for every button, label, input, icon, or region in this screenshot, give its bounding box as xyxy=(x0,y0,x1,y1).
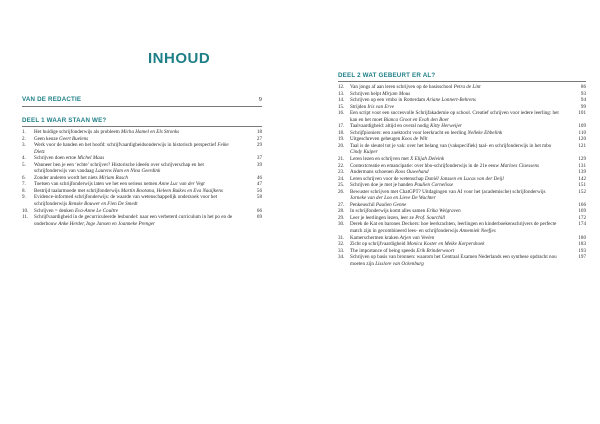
entry-page: 172 xyxy=(578,214,586,221)
entry-author: Annemiek Neefjes xyxy=(459,228,496,235)
entry-author: Renske Bouwer en Fien De Smedt xyxy=(68,201,138,208)
part1-heading: DEEL 1 WAAR STAAN WE? xyxy=(22,117,107,124)
entry-number: 1. xyxy=(22,129,26,135)
entry-author: Bianca Groot en Evah den Boer xyxy=(383,116,449,123)
entry-number: 31. xyxy=(338,234,345,241)
entry-author: Anke Herder, Inge Jansen en Joanneke Prenger xyxy=(58,220,155,227)
entry-author: Arjen van Veelen xyxy=(399,234,435,241)
entry-author: Jarneke van der Loo en Lieve De Wachter xyxy=(350,195,436,202)
entry-author: Prof. Sourchill xyxy=(415,214,446,221)
entry-number: 4. xyxy=(22,155,26,162)
entry-text: Uitgeschreven geheugen xyxy=(350,136,402,143)
entry-author: Monica Koster en Meike Korpershoek xyxy=(406,241,485,248)
entry-author: Iris van Erve xyxy=(367,103,394,110)
entry-author: Paulien Genne xyxy=(375,201,407,208)
entry-page: 109 xyxy=(578,123,586,130)
entry-number: 11. xyxy=(22,214,29,221)
entry-number: 17. xyxy=(338,123,345,130)
part2-heading: DEEL 2 WAT GEBEURT ER AL? xyxy=(338,72,436,79)
entry-page: 110 xyxy=(578,129,586,136)
entry-author: Martin Bootsma, Heleen Buikes en Eva Naaijkens xyxy=(120,187,223,194)
entry-page: 183 xyxy=(578,241,586,248)
toc-entry[interactable] xyxy=(338,143,586,156)
entry-author: Geert Buelens xyxy=(59,135,89,142)
entry-text: Het huidige schrijfonderwijs als probleem xyxy=(34,129,121,135)
entry-text: Bestrijd taalarmoede met schrijfonderwijs xyxy=(34,187,121,194)
entry-text: Schrijven doen ertoe xyxy=(34,155,78,162)
entry-number: 26. xyxy=(338,188,345,195)
entry-text: Wanneer ben je een ‘echte’ schrijver? Historische ideeën over schrijverschap en het schrijfonderwijs van vandaag xyxy=(34,161,204,175)
entry-text: Geen keuze xyxy=(34,135,60,142)
entry-page: 66 xyxy=(256,207,262,214)
toc-entry[interactable] xyxy=(22,162,262,175)
entry-number: 10. xyxy=(22,207,29,214)
entry-text: Werk voor de handen en het hoofd: schrijfvaardigheidsonderwijs in historisch perspectief xyxy=(34,142,218,149)
entry-page: 151 xyxy=(578,182,586,189)
entry-title xyxy=(350,221,572,234)
entry-text: Evidence-informed schrijfonderwijs: de waarde van wetenschappelijk onderzoek voor het schrijfonderwijs xyxy=(34,194,218,208)
entry-author: Kitty Herweijer xyxy=(430,123,462,130)
entry-page: 29 xyxy=(256,142,262,149)
entry-number: 18. xyxy=(338,129,345,136)
entry-number: 2. xyxy=(22,135,26,142)
toc-entry[interactable] xyxy=(22,142,262,155)
entry-page: 39 xyxy=(256,161,262,168)
entry-title xyxy=(34,162,248,175)
entry-author: Nelleke Ebbelink xyxy=(467,129,503,136)
divider xyxy=(338,81,586,82)
entry-author: Feike Dietz xyxy=(34,142,229,155)
entry-text: Taalvaardigheid: altijd en overal nodig xyxy=(350,123,431,130)
entry-author: Micha Hamel en Els Stronks xyxy=(121,129,180,135)
entry-title xyxy=(34,194,248,207)
entry-page: 18 xyxy=(256,129,262,135)
entry-page: 101 xyxy=(578,110,586,117)
entry-text: Contextcreatie en emancipatie: over hbo-schrijfonderwijs in de 21e eeuw xyxy=(350,162,501,169)
entry-author: Erika Welgraven xyxy=(426,208,461,215)
entry-text: Leer je leerlingen lezen, leer ze xyxy=(350,214,416,221)
entry-number: 29. xyxy=(338,214,345,221)
entry-text: Taal is de sleutel tot je vak: over het belang van (vakspecifiek) taal- en schrijfonderwijs in het mbo xyxy=(350,142,552,149)
entry-author: Eva-Anne Le Coultre xyxy=(74,207,119,214)
entry-page: 46 xyxy=(256,174,262,181)
entry-number: 24. xyxy=(338,175,345,182)
entry-number: 30. xyxy=(338,221,345,228)
entry-author: Cindy Kuiper xyxy=(350,149,378,156)
entry-number: 34. xyxy=(338,254,345,261)
entry-text: Van jongs af aan leren schrijven op de basisschool xyxy=(350,84,454,90)
entry-author: Roos Ouwehand xyxy=(394,169,429,176)
toc-part2 xyxy=(338,84,586,267)
entry-text: Kamerschermen kraken xyxy=(350,234,400,241)
right-page xyxy=(300,0,600,424)
entry-text: Leren lezen en schrijven met xyxy=(350,156,411,163)
entry-author: X Elijah Deleink xyxy=(410,156,445,163)
entry-number: 32. xyxy=(338,241,345,248)
entry-author: Miriam Rasch xyxy=(98,174,128,181)
entry-number: 33. xyxy=(338,247,345,254)
entry-number: 22. xyxy=(338,162,345,169)
entry-text: Schrijven helpt xyxy=(350,90,383,97)
entry-author: Ariane Lonnert-Behrens xyxy=(426,97,476,104)
entry-page: 180 xyxy=(578,234,586,241)
entry-author: Michel Maas xyxy=(77,155,105,162)
editorial-heading xyxy=(22,96,262,103)
entry-page: 169 xyxy=(578,208,586,215)
entry-text: Een script voor een succesvolle Schrijfakademie op school. Creatief schrijven voor iedere leerling: het kan en het moet xyxy=(350,110,559,123)
toc-entry[interactable] xyxy=(338,110,586,123)
entry-page: 152 xyxy=(578,188,586,195)
divider xyxy=(22,126,262,127)
entry-author: Laurens Ham en Nina Geerdink xyxy=(95,168,161,175)
editorial-label: VAN DE REDACTIE xyxy=(22,96,82,103)
entry-page: 99 xyxy=(580,103,586,110)
entry-author: Paulien Cornelisse xyxy=(414,182,454,189)
entry-number: 21. xyxy=(338,156,345,163)
entry-text: Zicht op schrijfvaardigheid xyxy=(350,241,407,248)
entry-text: Schrijven = denken xyxy=(34,207,75,214)
entry-page: 193 xyxy=(578,247,586,254)
entry-text: Strijden xyxy=(350,103,368,110)
entry-page: 27 xyxy=(256,135,262,142)
entry-author: Mirjam Mous xyxy=(382,90,411,97)
entry-author: Erik Brinderwoort xyxy=(416,247,455,254)
entry-text: The importance of being speeds xyxy=(350,247,417,254)
toc-entry[interactable] xyxy=(338,221,586,234)
entry-number: 3. xyxy=(22,142,26,149)
entry-text: Penkeuschil xyxy=(350,201,376,208)
entry-page: 69 xyxy=(256,214,262,221)
entry-page: 56 xyxy=(256,187,262,194)
entry-page: 139 xyxy=(578,169,586,176)
entry-page: 197 xyxy=(578,254,586,261)
entry-text: In schrijfonderwijs komt alles samen xyxy=(350,208,427,215)
entry-number: 14. xyxy=(338,97,345,104)
entry-number: 6. xyxy=(22,174,26,181)
entry-page: 93 xyxy=(580,90,586,97)
entry-text: Zonder anderen wordt het niets xyxy=(34,174,99,181)
editorial-page: 9 xyxy=(258,96,262,103)
entry-number: 13. xyxy=(338,90,345,97)
entry-number: 27. xyxy=(338,201,345,208)
entry-number: 28. xyxy=(338,208,345,215)
entry-page: 131 xyxy=(578,162,586,169)
page-title: INHOUD xyxy=(148,50,211,67)
entry-page: 47 xyxy=(256,181,262,188)
entry-number: 15. xyxy=(338,103,345,110)
toc-entry[interactable] xyxy=(22,194,262,207)
entry-author: Lisslore van Ockenburg xyxy=(375,260,424,267)
entry-number: 12. xyxy=(338,84,345,90)
entry-number: 20. xyxy=(338,142,345,149)
entry-page: 129 xyxy=(578,156,586,163)
entry-text: Andermans schoenen xyxy=(350,169,395,176)
entry-title xyxy=(350,254,572,267)
entry-page: 58 xyxy=(256,194,262,201)
entry-author: Koos de Wilt xyxy=(401,136,428,143)
entry-page: 174 xyxy=(578,221,586,228)
entry-title xyxy=(34,142,248,155)
entry-author: Daniël Janssen en Lucas van der Deijl xyxy=(424,175,504,182)
entry-page: 166 xyxy=(578,201,586,208)
entry-number: 9. xyxy=(22,194,26,201)
entry-text: Leren schrijven voor de wetenschap xyxy=(350,175,425,182)
entry-text: Schrijven op een vmbo in Rotterdam xyxy=(350,97,427,104)
entry-title xyxy=(350,189,572,202)
entry-text: Schrijfvaardigheid in de gecurriculeerde lesbundel: naar een verbeterd curriculum in het po en de onderbouw xyxy=(34,214,233,227)
entry-title xyxy=(34,214,248,227)
entry-text: Schrijven doe je met je handen xyxy=(350,182,415,189)
entry-author: Petra de Lint xyxy=(453,84,481,90)
divider xyxy=(22,106,262,107)
toc-entry[interactable] xyxy=(338,254,586,267)
entry-number: 7. xyxy=(22,181,26,188)
toc-entry[interactable] xyxy=(22,214,262,227)
entry-text: Toetsen van schrijfonderwijs laten we het een serieus nemen xyxy=(34,181,159,188)
entry-number: 8. xyxy=(22,187,26,194)
entry-page: 94 xyxy=(580,97,586,104)
entry-number: 19. xyxy=(338,136,345,143)
entry-number: 25. xyxy=(338,182,345,189)
entry-page: 86 xyxy=(580,84,586,90)
entry-page: 37 xyxy=(256,155,262,162)
entry-page: 142 xyxy=(578,175,586,182)
toc-part1 xyxy=(22,129,262,227)
entry-text: Schrijfpioniers: een zoektocht voor leerkracht en leerling xyxy=(350,129,468,136)
entry-title xyxy=(350,143,572,156)
entry-page: 120 xyxy=(578,136,586,143)
entry-number: 16. xyxy=(338,110,345,117)
entry-text: Derek de Kat en barones Deckers: hoe leerkrachten, leerlingen en kinderboekenschrijvers de perfecte match zijn in gecombineerd lees- en schrijfonderwijs xyxy=(350,221,557,235)
toc-entry[interactable] xyxy=(338,189,586,202)
entry-page: 121 xyxy=(578,142,586,149)
entry-text: Bewuster schrijven met ChatGPT? Uitdagingen van AI voor het (academische) schrijfonderwijs xyxy=(350,188,546,195)
entry-author: Anne Luc van der Vegt xyxy=(158,181,205,188)
entry-number: 23. xyxy=(338,169,345,176)
entry-text: Schrijven op basis van bronnen: waarom het Centraal Examen Nederlands een synthese opdracht nou moeten zijn xyxy=(350,254,557,267)
entry-author: Marloes Claessens xyxy=(500,162,539,169)
entry-title xyxy=(350,110,572,123)
entry-number: 5. xyxy=(22,161,26,168)
